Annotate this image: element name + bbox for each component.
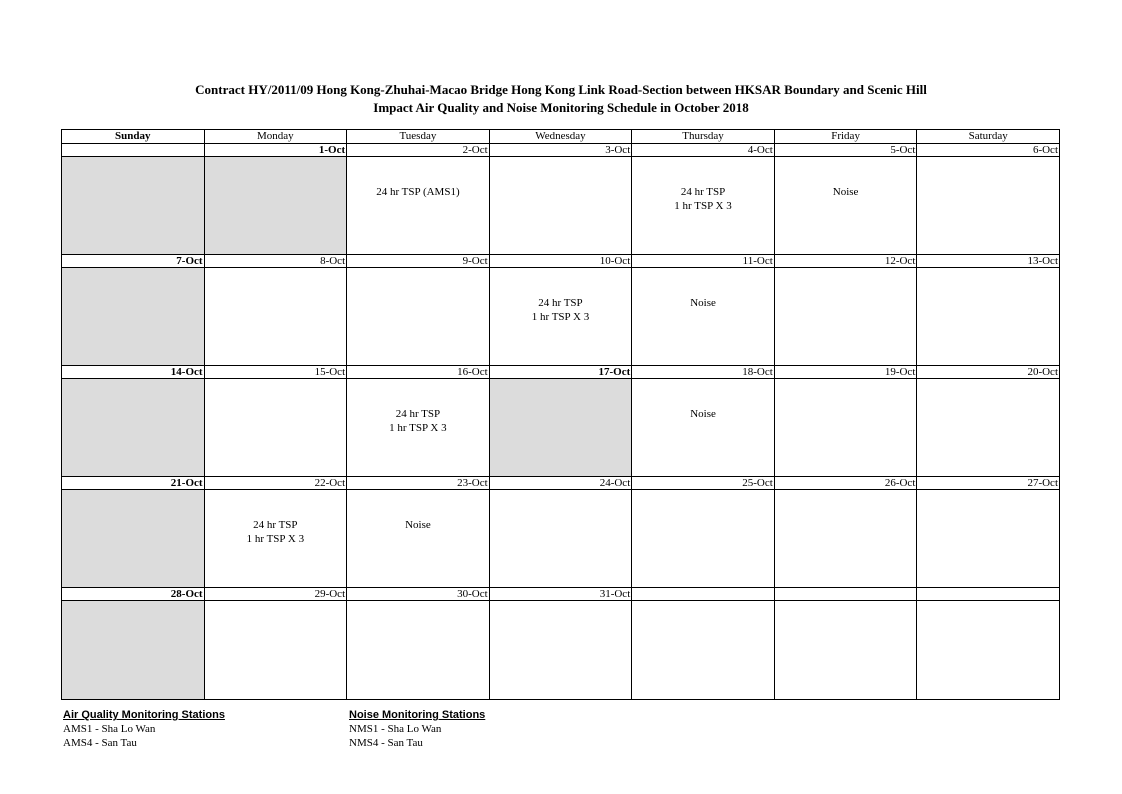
date-row (62, 144, 1060, 157)
event-line: 24 hr TSP (395, 408, 441, 420)
air-station: AMS1 - Sha Lo Wan (63, 723, 156, 735)
day-cell (632, 268, 775, 366)
event-line: 24 hr TSP (253, 519, 298, 531)
date-cell: 23-Oct (347, 477, 490, 490)
event-line: Noise (832, 186, 859, 198)
day-cell (347, 268, 490, 366)
date-cell: 1-Oct (204, 144, 347, 157)
date-cell: 19-Oct (774, 366, 917, 379)
day-cell (489, 268, 632, 366)
day-cell (917, 379, 1060, 477)
day-cell (204, 157, 347, 255)
date-cell: 25-Oct (632, 477, 775, 490)
date-cell: 26-Oct (774, 477, 917, 490)
event-line: Noise (405, 519, 431, 531)
document-title: Contract HY/2011/09 Hong Kong-Zhuhai-Macao Bridge Hong Kong Link Road-Section between HKSAR Boundary and Scenic Hill (195, 82, 927, 97)
event-line: 24 hr TSP (680, 186, 726, 198)
day-cell (62, 601, 205, 700)
noise-legend (349, 708, 485, 750)
day-cell (917, 601, 1060, 700)
date-cell: 3-Oct (489, 144, 632, 157)
date-cell: 6-Oct (917, 144, 1060, 157)
day-cell (774, 379, 917, 477)
date-cell: 13-Oct (917, 255, 1060, 268)
date-row (62, 255, 1060, 268)
noise-station: NMS1 - Sha Lo Wan (349, 723, 442, 735)
day-cell (347, 490, 490, 588)
weekday-header: Saturday (917, 130, 1060, 144)
day-cell (62, 490, 205, 588)
schedule-row (62, 601, 1060, 700)
document-subtitle: Impact Air Quality and Noise Monitoring Schedule in October 2018 (373, 100, 749, 115)
noise-legend-heading: Noise Monitoring Stations (349, 709, 486, 721)
event-line: 1 hr TSP X 3 (389, 422, 447, 434)
date-cell: 17-Oct (489, 366, 632, 379)
day-cell (917, 268, 1060, 366)
day-cell (204, 490, 347, 588)
date-cell: 21-Oct (62, 477, 205, 490)
date-row (62, 588, 1060, 601)
date-cell: 10-Oct (489, 255, 632, 268)
day-cell (917, 490, 1060, 588)
date-cell: 8-Oct (204, 255, 347, 268)
date-cell: 11-Oct (632, 255, 775, 268)
calendar-table (61, 129, 1060, 700)
date-cell: 20-Oct (917, 366, 1060, 379)
event-line: 24 hr TSP (AMS1) (376, 186, 460, 198)
date-cell: 5-Oct (774, 144, 917, 157)
date-cell: 2-Oct (347, 144, 490, 157)
weekday-header: Friday (774, 130, 917, 144)
event-line: 1 hr TSP X 3 (531, 311, 590, 323)
noise-station: NMS4 - San Tau (349, 737, 423, 749)
monitoring-event (632, 157, 774, 213)
date-cell (917, 588, 1060, 601)
day-cell (62, 268, 205, 366)
day-cell (204, 379, 347, 477)
day-cell (774, 601, 917, 700)
date-cell: 15-Oct (204, 366, 347, 379)
monitoring-event (632, 268, 774, 310)
schedule-row (62, 268, 1060, 366)
event-line: 24 hr TSP (538, 297, 583, 309)
day-cell (62, 379, 205, 477)
weekday-header: Thursday (632, 130, 775, 144)
day-cell (347, 157, 490, 255)
monitoring-event (347, 379, 489, 435)
event-line: Noise (690, 408, 716, 420)
day-cell (489, 601, 632, 700)
monitoring-event (347, 157, 489, 199)
monitoring-event (632, 379, 774, 421)
weekday-header: Tuesday (347, 130, 490, 144)
date-cell: 18-Oct (632, 366, 775, 379)
day-cell (204, 268, 347, 366)
weekday-header: Wednesday (489, 130, 632, 144)
monitoring-event (347, 490, 489, 532)
date-cell: 22-Oct (204, 477, 347, 490)
day-cell (774, 157, 917, 255)
date-cell: 4-Oct (632, 144, 775, 157)
event-line: Noise (690, 297, 716, 309)
date-cell: 31-Oct (489, 588, 632, 601)
day-cell (347, 601, 490, 700)
monitoring-event (775, 157, 917, 199)
monitoring-event (490, 268, 632, 324)
day-cell (774, 490, 917, 588)
date-cell (774, 588, 917, 601)
day-cell (632, 601, 775, 700)
day-cell (204, 601, 347, 700)
day-cell (774, 268, 917, 366)
schedule-row (62, 379, 1060, 477)
day-cell (489, 157, 632, 255)
date-cell: 24-Oct (489, 477, 632, 490)
air-quality-legend (63, 708, 225, 750)
date-cell (62, 144, 205, 157)
day-cell (62, 157, 205, 255)
day-cell (632, 157, 775, 255)
date-cell: 9-Oct (347, 255, 490, 268)
day-cell (632, 379, 775, 477)
day-cell (917, 157, 1060, 255)
date-cell: 28-Oct (62, 588, 205, 601)
event-line: 1 hr TSP X 3 (246, 533, 305, 545)
air-station: AMS4 - San Tau (63, 737, 137, 749)
weekday-header: Sunday (62, 130, 205, 144)
monitoring-event (205, 490, 347, 546)
date-cell: 27-Oct (917, 477, 1060, 490)
schedule-row (62, 157, 1060, 255)
date-row (62, 366, 1060, 379)
day-cell (489, 490, 632, 588)
day-cell (489, 379, 632, 477)
date-cell: 12-Oct (774, 255, 917, 268)
date-cell: 7-Oct (62, 255, 205, 268)
day-cell (347, 379, 490, 477)
date-cell: 30-Oct (347, 588, 490, 601)
weekday-header-row (62, 130, 1060, 144)
event-line: 1 hr TSP X 3 (674, 200, 732, 212)
date-cell: 29-Oct (204, 588, 347, 601)
day-cell (632, 490, 775, 588)
schedule-row (62, 490, 1060, 588)
date-cell: 14-Oct (62, 366, 205, 379)
weekday-header: Monday (204, 130, 347, 144)
date-row (62, 477, 1060, 490)
date-cell: 16-Oct (347, 366, 490, 379)
air-quality-legend-heading: Air Quality Monitoring Stations (63, 709, 225, 721)
date-cell (632, 588, 775, 601)
